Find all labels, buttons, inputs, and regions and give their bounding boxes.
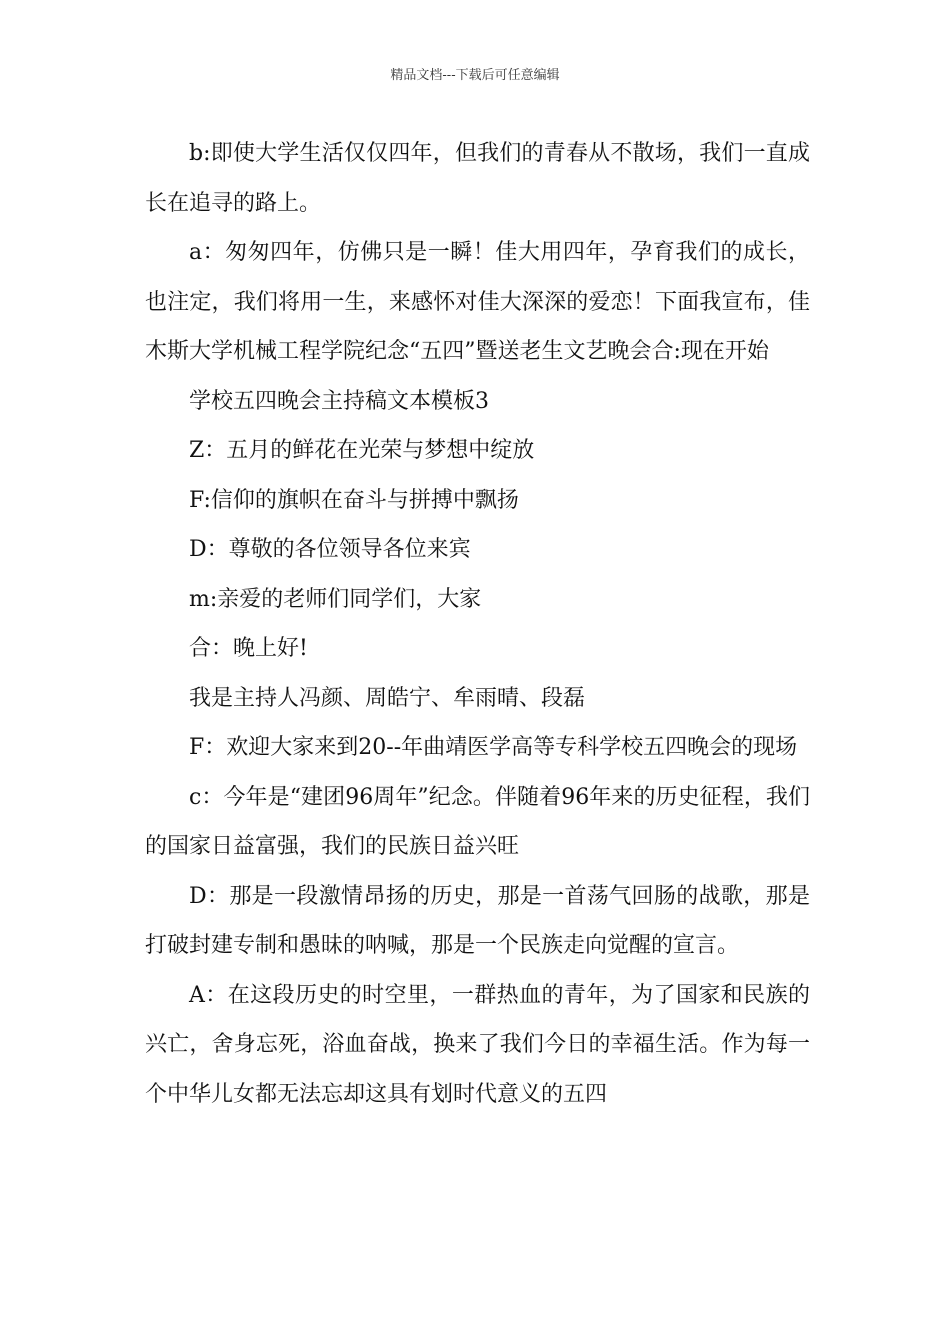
document-body xyxy=(145,129,810,1119)
paragraph: Z：五月的鲜花在光荣与梦想中绽放 xyxy=(189,438,535,463)
paragraph: 合：晚上好! xyxy=(189,636,308,661)
paragraph: b:即使大学生活仅仅四年，但我们的青春从不散场，我们一直成长在追寻的路上。 xyxy=(145,141,810,216)
page-header: 精品文档---下载后可任意编辑 xyxy=(390,68,560,83)
paragraph: D：尊敬的各位领导各位来宾 xyxy=(189,537,471,562)
paragraph: 我是主持人冯颜、周皓宁、牟雨晴、段磊 xyxy=(189,685,586,711)
paragraph: a：匆匆四年，仿佛只是一瞬！佳大用四年，孕育我们的成长，也注定，我们将用一生，来感怀对佳大深深的爱恋！下面我宣布，佳木斯大学机械工程学院纪念“五四”暨送老生文艺晚会合:现在开始 xyxy=(145,240,810,364)
paragraph: c：今年是“建团96周年”纪念。伴随着96年来的历史征程，我们的国家日益富强，我们的民族日益兴旺 xyxy=(145,784,810,859)
paragraph: A：在这段历史的时空里，一群热血的青年，为了国家和民族的兴亡，舍身忘死，浴血奋战，换来了我们今日的幸福生活。作为每一个中华儿女都无法忘却这具有划时代意义的五四 xyxy=(145,982,810,1107)
paragraph: D：那是一段激情昂扬的历史，那是一首荡气回肠的战歌，那是打破封建专制和愚昧的呐喊，那是一个民族走向觉醒的宣言。 xyxy=(145,883,810,958)
paragraph: m:亲爱的老师们同学们，大家 xyxy=(189,586,482,612)
paragraph: F：欢迎大家来到20--年曲靖医学高等专科学校五四晚会的现场 xyxy=(189,735,798,760)
section-title: 学校五四晚会主持稿文本模板3 xyxy=(189,388,489,414)
paragraph: F:信仰的旗帜在奋斗与拼搏中飘扬 xyxy=(189,487,519,513)
